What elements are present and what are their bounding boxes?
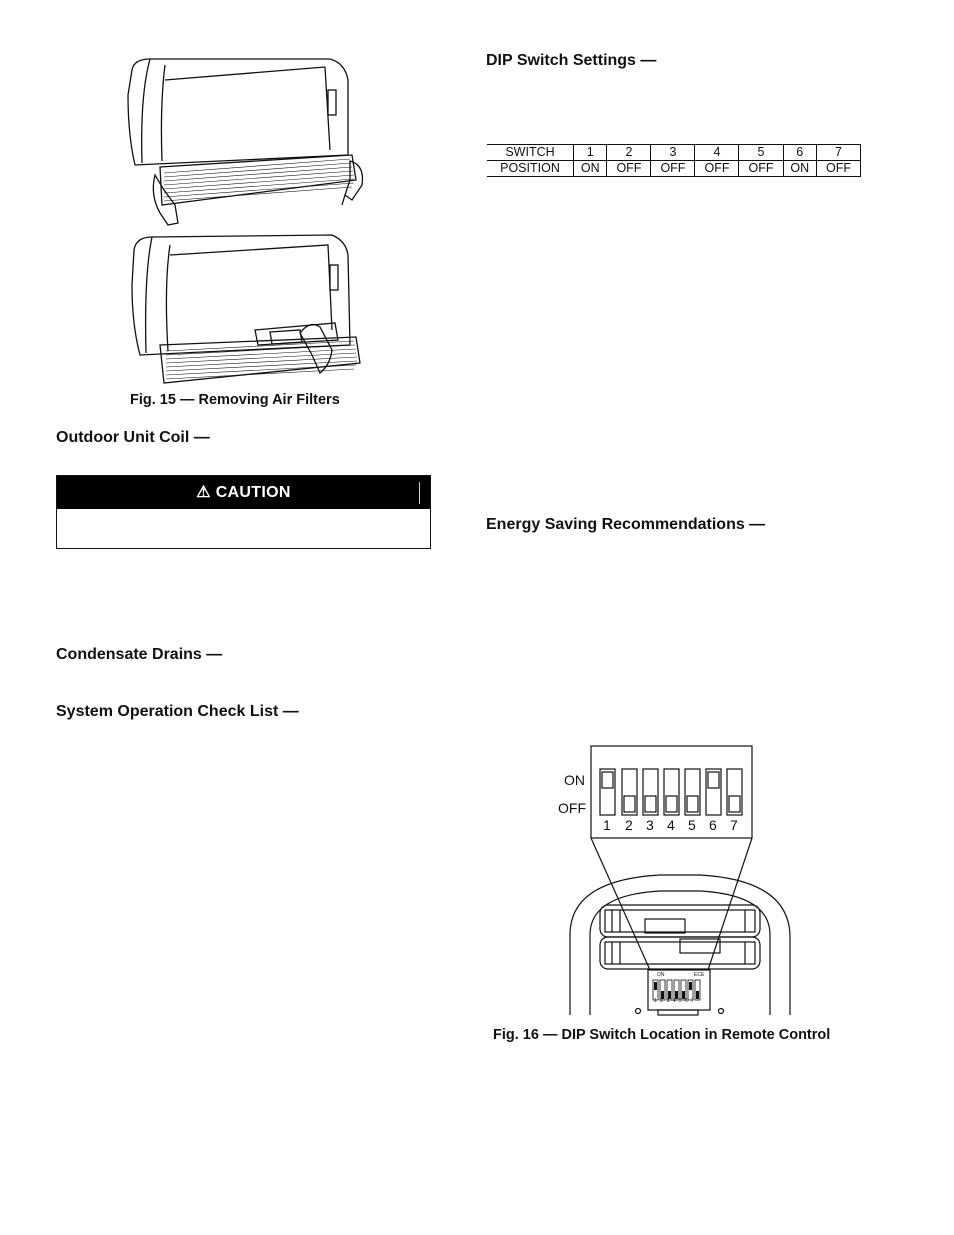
dip-on-label: ON: [564, 772, 585, 788]
dip-number-4: 4: [667, 817, 675, 833]
warning-triangle-icon: ⚠: [196, 484, 211, 501]
caution-label: CAUTION: [215, 484, 291, 501]
dip-switch-diagram: [550, 745, 810, 1020]
table-cell: 7: [816, 145, 860, 161]
air-conditioner-illustration: [120, 55, 370, 390]
table-cell: OFF: [695, 161, 739, 177]
fig16-caption: Fig. 16 — DIP Switch Location in Remote Control: [493, 1027, 831, 1043]
table-cell: ON: [783, 161, 816, 177]
energy-heading: Energy Saving Recommendations —: [486, 516, 766, 533]
caution-header: [57, 476, 430, 509]
table-cell: 6: [783, 145, 816, 161]
caution-box: [56, 475, 431, 549]
table-cell: OFF: [816, 161, 860, 177]
table-cell: 2: [607, 145, 651, 161]
table-row: [487, 161, 861, 177]
checklist-heading: System Operation Check List —: [56, 703, 299, 720]
dip-settings-heading: DIP Switch Settings —: [486, 52, 657, 69]
dip-number-2: 2: [625, 817, 633, 833]
table-row: [487, 145, 861, 161]
table-cell: 5: [739, 145, 783, 161]
fig15-caption: Fig. 15 — Removing Air Filters: [130, 392, 340, 408]
dip-number-1: 1: [603, 817, 611, 833]
outdoor-coil-heading: Outdoor Unit Coil —: [56, 429, 210, 446]
table-cell: POSITION: [487, 161, 574, 177]
dip-switch-table: [487, 144, 861, 177]
dip-number-6: 6: [709, 817, 717, 833]
table-cell: OFF: [607, 161, 651, 177]
small-ece-label: ECE: [694, 972, 705, 978]
small-numbers-label: 1 2 3 4 5 6 7: [654, 998, 695, 1004]
table-cell: 1: [574, 145, 607, 161]
table-cell: 4: [695, 145, 739, 161]
condensate-heading: Condensate Drains —: [56, 646, 223, 663]
table-cell: SWITCH: [487, 145, 574, 161]
table-cell: OFF: [651, 161, 695, 177]
table-cell: OFF: [739, 161, 783, 177]
dip-number-5: 5: [688, 817, 696, 833]
dip-number-7: 7: [730, 817, 738, 833]
table-cell: 3: [651, 145, 695, 161]
small-on-label: ON: [657, 972, 665, 978]
dip-number-3: 3: [646, 817, 654, 833]
table-cell: ON: [574, 161, 607, 177]
dip-off-label: OFF: [558, 800, 586, 816]
